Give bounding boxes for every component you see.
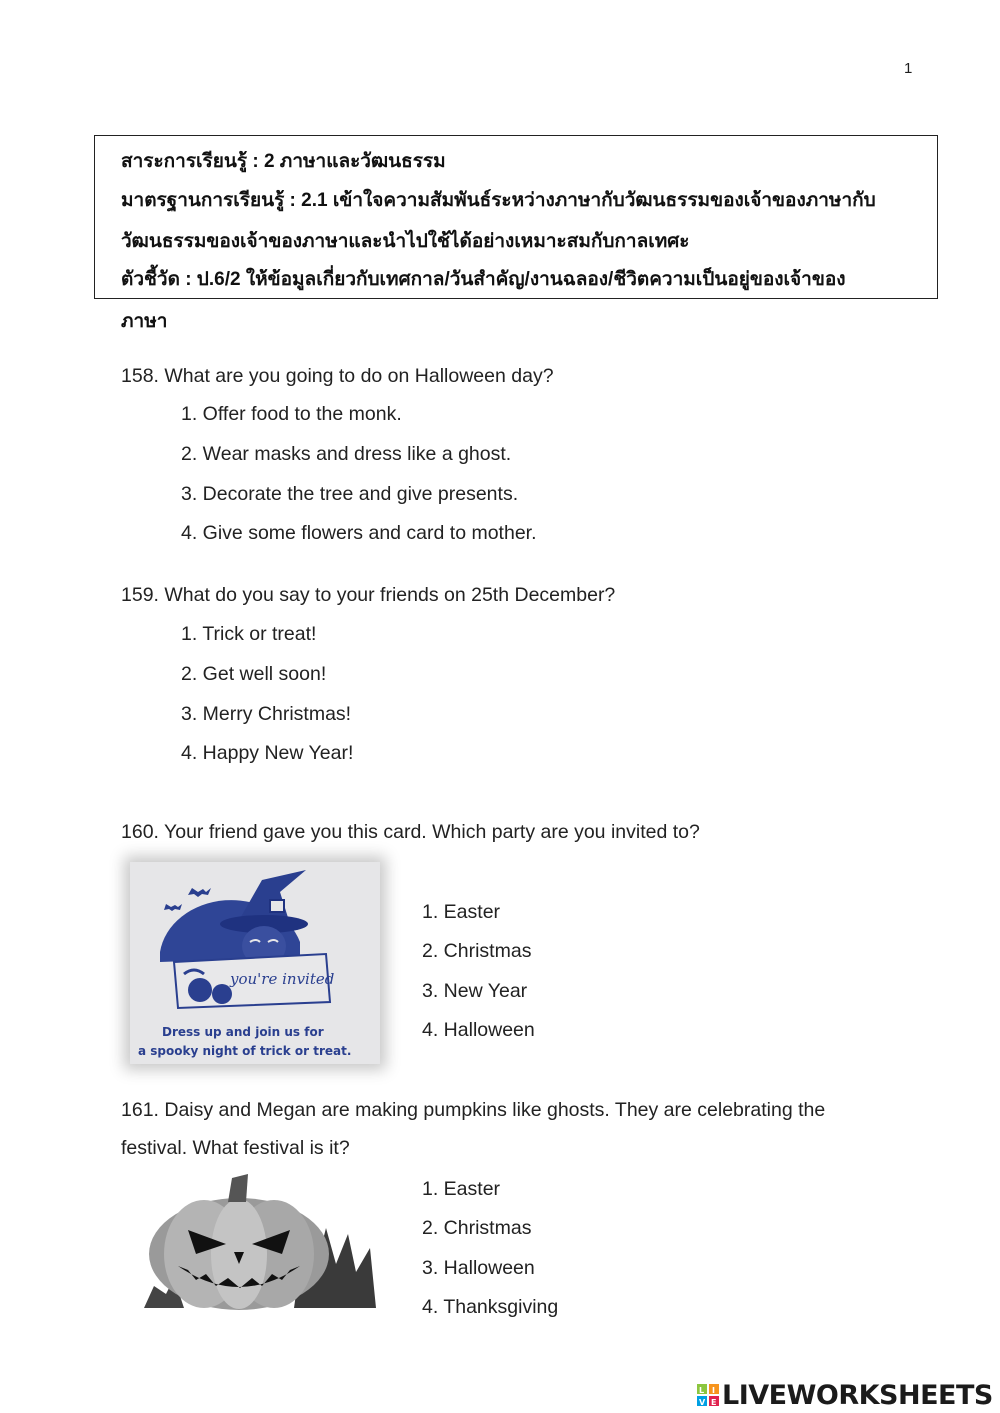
q160-option-4[interactable]: 4. Halloween xyxy=(422,1019,535,1041)
header-line-indicator: ตัวชี้วัด : ป.6/2 ให้ข้อมูลเกี่ยวกับเทศกาล/วันสำคัญ/งานฉลอง/ชีวิตความเป็นอยู่ของเจ้าของ xyxy=(121,269,846,290)
q159-option-2[interactable]: 2. Get well soon! xyxy=(181,663,327,685)
liveworksheets-logo[interactable] xyxy=(697,1377,993,1413)
header-line-strand: สาระการเรียนรู้ : 2 ภาษาและวัฒนธรรม xyxy=(121,151,446,172)
q161-option-1[interactable]: 1. Easter xyxy=(422,1178,501,1200)
q161-option-4[interactable]: 4. Thanksgiving xyxy=(422,1296,559,1318)
logo-text: LIVEWORKSHEETS xyxy=(722,1379,993,1411)
header-line-standard-cont: วัฒนธรรมของเจ้าของภาษาและนำไปใช้ได้อย่างเหมาะสมกับกาลเทศะ xyxy=(121,231,690,252)
question-160: 160. Your friend gave you this card. Which party are you invited to? xyxy=(121,821,700,843)
q160-option-1[interactable]: 1. Easter xyxy=(422,901,501,923)
badge-letter-v: V xyxy=(699,1398,706,1406)
question-161-line-2: festival. What festival is it? xyxy=(121,1137,350,1159)
q158-option-2[interactable]: 2. Wear masks and dress like a ghost. xyxy=(181,443,512,465)
question-159: 159. What do you say to your friends on 25th December? xyxy=(121,584,616,606)
page-number: 1 xyxy=(904,60,913,77)
q158-option-1[interactable]: 1. Offer food to the monk. xyxy=(181,403,402,425)
q160-option-2[interactable]: 2. Christmas xyxy=(422,940,532,962)
q161-option-3[interactable]: 3. Halloween xyxy=(422,1257,535,1279)
q158-option-3[interactable]: 3. Decorate the tree and give presents. xyxy=(181,483,519,505)
q159-option-3[interactable]: 3. Merry Christmas! xyxy=(181,703,352,725)
q159-option-1[interactable]: 1. Trick or treat! xyxy=(181,623,317,645)
jack-o-lantern-image xyxy=(144,1168,384,1310)
badge-letter-i: I xyxy=(712,1386,715,1395)
badge-letter-l: L xyxy=(699,1386,705,1395)
header-line-indicator-cont: ภาษา xyxy=(121,311,168,332)
card-caption-line-2: a spooky night of trick or treat. xyxy=(138,1044,352,1058)
question-161-line-1: 161. Daisy and Megan are making pumpkins like ghosts. They are celebrating the xyxy=(121,1099,826,1121)
witch-illustration xyxy=(130,862,380,1064)
card-invite-text: you're invited xyxy=(230,970,335,988)
q161-option-2[interactable]: 2. Christmas xyxy=(422,1217,532,1239)
liveworksheets-badge-icon xyxy=(697,1384,719,1406)
q160-option-3[interactable]: 3. New Year xyxy=(422,980,528,1002)
q158-option-4[interactable]: 4. Give some flowers and card to mother. xyxy=(181,522,537,544)
q159-option-4[interactable]: 4. Happy New Year! xyxy=(181,742,354,764)
card-caption-line-1: Dress up and join us for xyxy=(162,1025,324,1039)
badge-letter-e: E xyxy=(711,1398,717,1406)
halloween-invitation-card xyxy=(130,862,380,1064)
pumpkin-icon xyxy=(144,1168,384,1310)
question-158: 158. What are you going to do on Halloween day? xyxy=(121,365,554,387)
header-line-standard: มาตรฐานการเรียนรู้ : 2.1 เข้าใจความสัมพันธ์ระหว่างภาษากับวัฒนธรรมของเจ้าของภาษากับ xyxy=(121,190,876,211)
